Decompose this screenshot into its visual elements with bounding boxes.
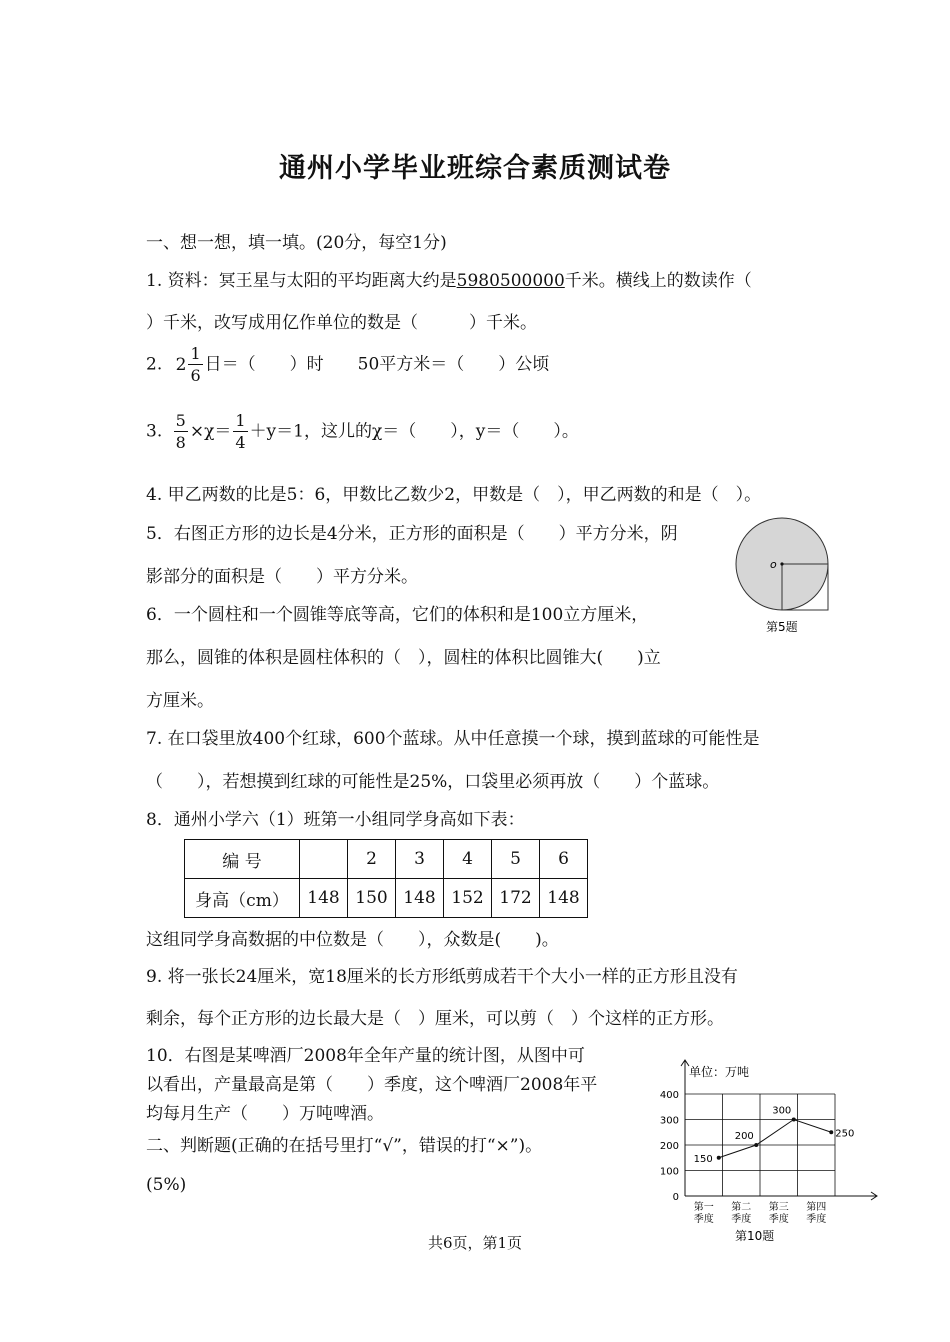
table-cell: 3: [396, 840, 444, 879]
q1-suffix: 千米。横线上的数读作（: [564, 271, 752, 291]
chart-data-label: 250: [835, 1128, 855, 1140]
question-9-line-1: 9. 将一张长24厘米，宽18厘米的长方形纸剪成若干个大小一样的正方形且没有: [146, 967, 738, 987]
height-table: [184, 839, 588, 918]
q2-label: 2.: [146, 354, 163, 375]
question-10-line-2: 以看出，产量最高是第（ ）季度，这个啤酒厂2008年平: [146, 1075, 598, 1095]
chart-y-tick-label: 100: [659, 1166, 679, 1178]
question-2: [146, 346, 549, 384]
q3-f2-denominator: 4: [235, 433, 246, 452]
question-1-line-1: [146, 266, 752, 291]
question-6-line-2: 那么，圆锥的体积是圆柱体积的（ ），圆柱的体积比圆锥大( )立: [146, 648, 661, 668]
q3-text: ＋y＝1，这儿的χ＝（ ），y＝（ ）。: [249, 421, 579, 442]
question-8-line-2: 这组同学身高数据的中位数是（ ），众数是( )。: [146, 930, 559, 950]
chart-y-tick-label: 200: [659, 1141, 679, 1152]
question-4: 4. 甲乙两数的比是5：6，甲数比乙数少2，甲数是（ ），甲乙两数的和是（ ）。: [146, 485, 762, 505]
table-row: [185, 840, 588, 879]
table-cell: 身高（cm）: [185, 879, 300, 918]
table-cell: 5: [492, 840, 540, 879]
table-cell: 148: [540, 879, 588, 918]
q2-fraction: [188, 346, 202, 384]
q2-text: 日＝（ ）时 50平方米＝（ ）公顷: [204, 354, 550, 375]
table-cell: [300, 840, 348, 879]
question-6-line-3: 方厘米。: [146, 691, 214, 711]
q3-fraction-1: [174, 413, 188, 451]
q5-caption: 第5题: [766, 620, 798, 634]
q2-denominator: 6: [190, 366, 201, 385]
q3-label: 3.: [146, 421, 163, 442]
q10-line-chart: [655, 1052, 885, 1252]
q3-f2-numerator: 1: [235, 411, 246, 430]
table-cell: 172: [492, 879, 540, 918]
table-cell: 150: [348, 879, 396, 918]
question-1-line-2: ）千米，改写成用亿作单位的数是（ ）千米。: [146, 313, 537, 333]
chart-y-tick-label: 0: [672, 1192, 679, 1203]
q3-mid: ×χ＝: [189, 421, 232, 442]
q3-f1-numerator: 5: [175, 411, 186, 430]
question-8-line-1: 8．通州小学六（1）班第一小组同学身高如下表：: [146, 810, 525, 830]
question-9-line-2: 剩余，每个正方形的边长最大是（ ）厘米，可以剪（ ）个这样的正方形。: [146, 1009, 724, 1029]
question-6-line-1: 6．一个圆柱和一个圆锥等底等高，它们的体积和是100立方厘米，: [146, 605, 649, 625]
chart-x-tick-label: 季度: [731, 1214, 752, 1225]
chart-data-point: [792, 1118, 796, 1122]
table-cell: 编 号: [185, 840, 300, 879]
chart-x-tick-label: 第三: [768, 1202, 789, 1213]
table-cell: 2: [348, 840, 396, 879]
question-5-line-1: 5．右图正方形的边长是4分米，正方形的面积是（ ）平方分米，阴: [146, 524, 678, 544]
chart-title: 单位：万吨: [689, 1065, 750, 1079]
page-title: 通州小学毕业班综合素质测试卷: [279, 153, 671, 184]
q3-f1-denominator: 8: [175, 433, 186, 452]
chart-data-point: [717, 1156, 721, 1160]
question-3: [146, 413, 579, 451]
question-10-line-1: 10．右图是某啤酒厂2008年全年产量的统计图，从图中可: [146, 1046, 585, 1066]
chart-data-point: [754, 1143, 758, 1147]
table-cell: 152: [444, 879, 492, 918]
chart-x-tick-label: 季度: [693, 1214, 714, 1225]
chart-caption: 第10题: [735, 1229, 775, 1243]
chart-data-label: 200: [734, 1131, 754, 1142]
table-cell: 148: [396, 879, 444, 918]
chart-y-tick-label: 400: [659, 1090, 679, 1101]
q2-numerator: 1: [190, 344, 201, 363]
chart-data-label: 300: [772, 1105, 792, 1117]
q2-whole: 2: [175, 354, 187, 375]
chart-x-tick-label: 季度: [806, 1214, 827, 1225]
q5-center-label: o: [770, 558, 777, 571]
table-cell: 4: [444, 840, 492, 879]
chart-data-point: [829, 1130, 833, 1134]
chart-x-tick-label: 第四: [806, 1202, 827, 1213]
chart-x-tick-label: 第一: [693, 1202, 714, 1213]
table-row: [185, 879, 588, 918]
q3-fraction-2: [233, 413, 247, 451]
section-1-heading: 一、想一想，填一填。(20分，每空1分): [146, 233, 447, 253]
question-7-line-1: 7. 在口袋里放400个红球，600个蓝球。从中任意摸一个球，摸到蓝球的可能性是: [146, 729, 760, 749]
chart-data-label: 150: [693, 1153, 713, 1165]
page-footer: 共6页，第1页: [427, 1234, 523, 1252]
table-cell: 6: [540, 840, 588, 879]
table-cell: 148: [300, 879, 348, 918]
q1-number: 5980500000: [456, 271, 565, 291]
q5-center-dot: [780, 562, 783, 565]
chart-x-tick-label: 第二: [731, 1202, 752, 1213]
section-2-heading: 二、判断题(正确的在括号里打“√”，错误的打“×”)。: [146, 1136, 543, 1156]
chart-x-tick-label: 季度: [768, 1214, 789, 1225]
chart-y-tick-label: 300: [659, 1115, 679, 1127]
q5-figure: [732, 516, 836, 638]
q1-prefix: 1. 资料：冥王星与太阳的平均距离大约是: [146, 271, 457, 291]
section-2-score: (5%): [146, 1175, 187, 1195]
question-7-line-2: （ ），若想摸到红球的可能性是25%，口袋里必须再放（ ）个蓝球。: [146, 772, 720, 792]
question-10-line-3: 均每月生产（ ）万吨啤酒。: [146, 1104, 384, 1124]
question-5-line-2: 影部分的面积是（ ）平方分米。: [146, 567, 418, 587]
